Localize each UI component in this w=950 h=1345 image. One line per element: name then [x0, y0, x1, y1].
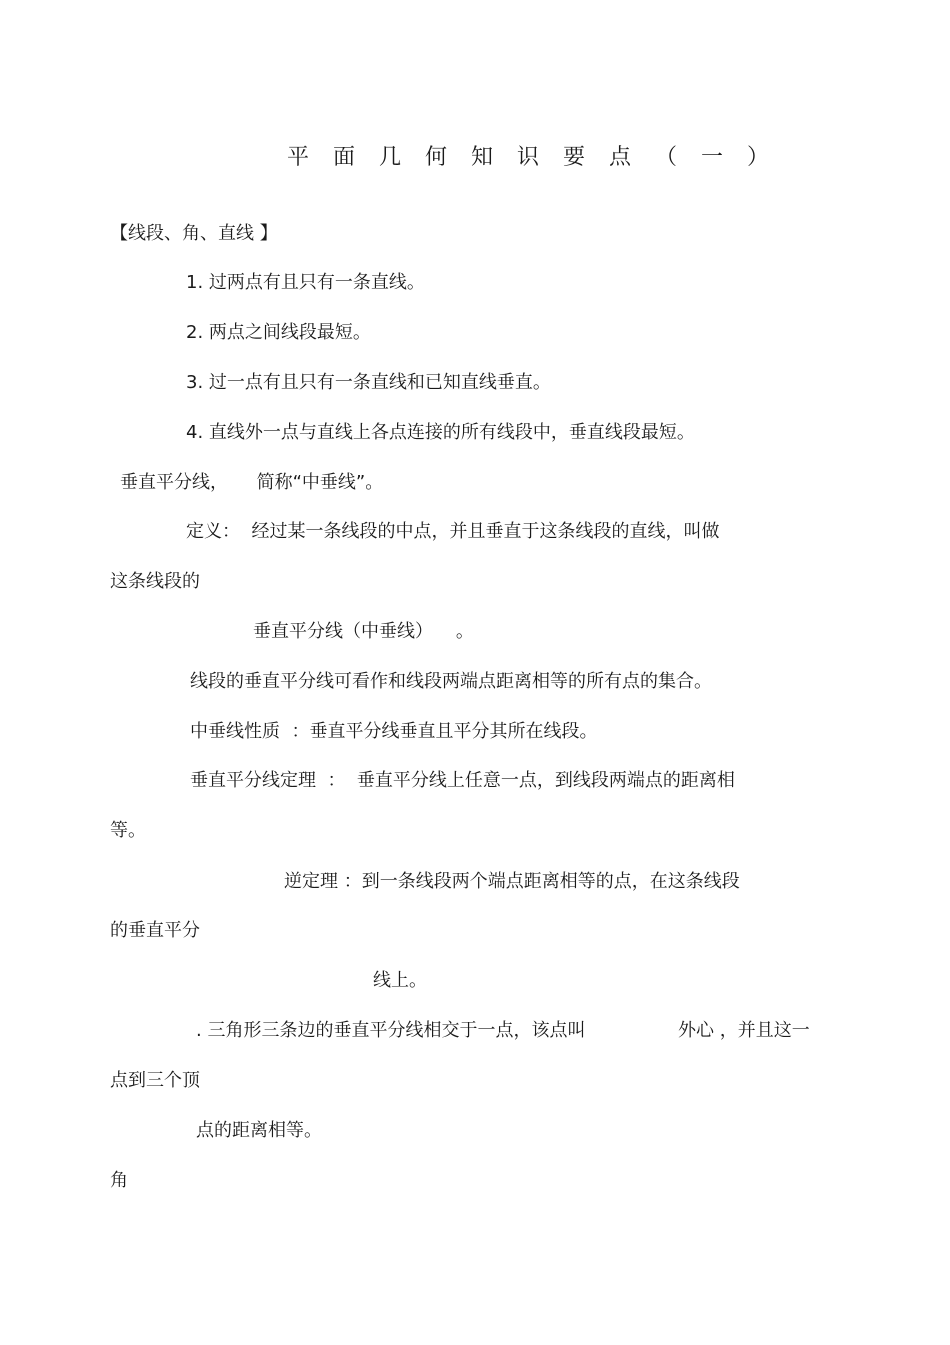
- definition-line-3: 垂直平分线（中垂线） 。: [253, 621, 474, 642]
- list-item-4: 4. 直线外一点与直线上各点连接的所有线段中，垂直线段最短。: [186, 422, 695, 443]
- perp-bisector-intro: 垂直平分线， 简称“中垂线”。: [120, 472, 384, 493]
- circumcenter-line-3: 点的距离相等。: [196, 1120, 322, 1141]
- theorem-line-2: 等。: [110, 820, 146, 841]
- page-title: 平面几何知识要点（一）: [287, 145, 794, 170]
- list-item-2: 2. 两点之间线段最短。: [186, 322, 371, 343]
- list-item-3: 3. 过一点有且只有一条直线和已知直线垂直。: [186, 372, 551, 393]
- definition-line-2: 这条线段的: [110, 571, 200, 592]
- list-item-1: 1. 过两点有且只有一条直线。: [186, 272, 425, 293]
- circumcenter-line-1-a: . 三角形三条边的垂直平分线相交于一点，该点叫: [196, 1020, 586, 1041]
- converse-line-3: 线上。: [373, 970, 427, 991]
- locus-statement: 线段的垂直平分线可看作和线段两端点距离相等的所有点的集合。: [190, 671, 712, 692]
- circumcenter-line-1-b: 外心 ，并且这一: [678, 1020, 810, 1041]
- circumcenter-line-2: 点到三个顶: [110, 1070, 200, 1091]
- converse-line-1: 逆定理 ：到一条线段两个端点距离相等的点，在这条线段: [284, 871, 740, 892]
- angle-heading: 角: [110, 1170, 128, 1191]
- converse-line-2: 的垂直平分: [110, 920, 200, 941]
- definition-line-1: 定义： 经过某一条线段的中点，并且垂直于这条线段的直线，叫做: [186, 521, 720, 542]
- section-heading: 【线段、角、直线 】: [110, 223, 278, 244]
- property-statement: 中垂线性质 ：垂直平分线垂直且平分其所在线段。: [190, 721, 598, 742]
- theorem-line-1: 垂直平分线定理 ： 垂直平分线上任意一点，到线段两端点的距离相: [190, 770, 735, 791]
